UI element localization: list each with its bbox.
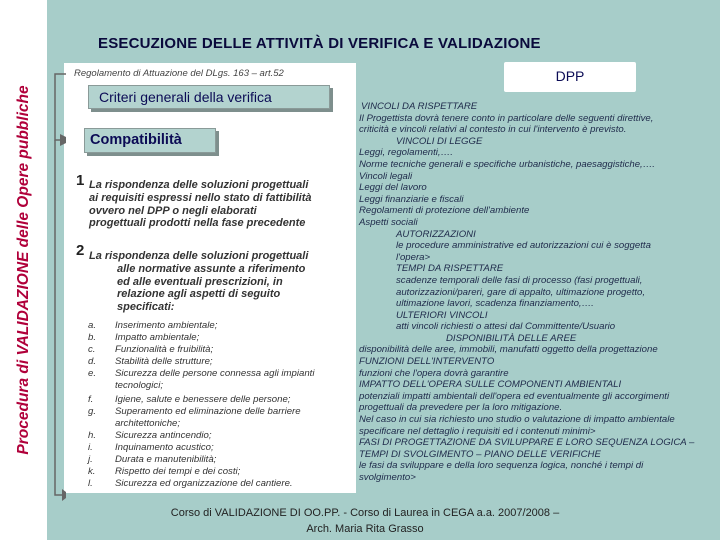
list-item	[88, 344, 353, 356]
list-item	[88, 430, 353, 442]
dpp-line: FASI DI PROGETTAZIONE DA SVILUPPARE E LORO SEQUENZA LOGICA –	[359, 437, 695, 449]
list-text: Impatto ambientale;	[115, 332, 200, 343]
dpp-label: DPP	[555, 68, 585, 84]
item-1-line: ai requisiti espressi nello stato di fattibilità	[89, 191, 312, 204]
dpp-line: le fasi da sviluppare e della loro sequenza logica, nonché i tempi di	[359, 460, 644, 472]
list-letter: a.	[88, 320, 97, 331]
dpp-line: VINCOLI DA RISPETTARE	[361, 101, 478, 112]
list-letter: l.	[88, 478, 93, 489]
list-letter: i.	[88, 442, 93, 453]
dpp-line: Regolamenti di protezione dell'ambiente	[359, 205, 530, 217]
dpp-line: Nel caso in cui sia richiesto uno studio o valutazione di impatto ambientale	[359, 414, 675, 426]
list-letter: j.	[88, 454, 93, 465]
dpp-line: potenziali impatti ambientali dell'opera ed eventualmente gli accorgimenti	[359, 390, 670, 402]
dpp-line: Leggi del lavoro	[359, 182, 427, 194]
list-text: Sicurezza ed organizzazione del cantiere.	[115, 478, 293, 489]
item-1-line: progettuali prodotti nella fase precedente	[89, 217, 306, 230]
criteri-generali-label: Criteri generali della verifica	[99, 89, 272, 105]
item-2-line: La rispondenza delle soluzioni progettuali	[89, 250, 309, 262]
dpp-line: Leggi finanziarie e fiscali	[359, 193, 464, 205]
item-1-line: La rispondenza delle soluzioni progettuali	[89, 179, 309, 191]
list-item	[88, 394, 353, 406]
compatibilita-label: Compatibilità	[90, 132, 182, 148]
dpp-line: Il Progettista dovrà tenere conto in particolare delle seguenti direttive,	[359, 112, 654, 124]
dpp-line: TEMPI DA RISPETTARE	[396, 263, 504, 275]
dpp-line: l'opera>	[396, 251, 431, 263]
dpp-line: AUTORIZZAZIONI	[396, 228, 476, 240]
list-item	[88, 320, 353, 332]
list-text: Funzionalità e fruibilità;	[115, 344, 214, 355]
list-letter: f.	[88, 394, 94, 405]
item-1-text	[89, 179, 354, 230]
item-2-line: relazione agli aspetti di seguito	[117, 288, 281, 301]
dpp-line: FUNZIONI DELL'INTERVENTO	[359, 356, 495, 368]
list-item	[88, 478, 353, 490]
dpp-line: Norme tecniche generali e specifiche urbanistiche, paesaggistiche,….	[359, 158, 655, 170]
dpp-line: DISPONIBILITÀ DELLE AREE	[446, 332, 577, 344]
item-2-number: 2	[76, 242, 85, 259]
dpp-line: IMPATTO DELL'OPERA SULLE COMPONENTI AMBIENTALI	[359, 379, 622, 391]
list-text: Inserimento ambientale;	[115, 320, 218, 331]
dpp-line: funzioni che l'opera dovrà garantire	[359, 367, 509, 379]
list-text: Rispetto dei tempi e dei costi;	[115, 466, 241, 477]
dpp-line: svolgimento>	[359, 472, 416, 483]
footer	[110, 505, 620, 537]
dpp-line: VINCOLI DI LEGGE	[396, 135, 483, 147]
item-1-line: ovvero nel DPP o negli elaborati	[89, 204, 257, 217]
list-letter: d.	[88, 356, 97, 367]
list-text: Stabilità delle strutture;	[115, 356, 213, 367]
item-2-line: specificati:	[117, 301, 175, 314]
list-letter: g.	[88, 406, 97, 417]
dpp-line: atti vincoli richiesti o attesi dal Committente/Usuario	[396, 321, 616, 333]
list-text: Sicurezza antincendio;	[115, 430, 212, 441]
aspects-list	[88, 320, 353, 490]
list-item	[88, 466, 353, 478]
dpp-line: Leggi, regolamenti,….	[359, 147, 453, 159]
footer-course: Corso di VALIDAZIONE DI OO.PP. - Corso di Laurea in CEGA a.a. 2007/2008 –	[170, 507, 560, 519]
dpp-line: Vincoli legali	[359, 170, 413, 182]
list-letter: c.	[88, 344, 96, 355]
dpp-line: ultimazione lavori, scadenza finanziamento,….	[396, 298, 594, 310]
page-title: ESECUZIONE DELLE ATTIVITÀ DI VERIFICA E VALIDAZIONE	[98, 35, 541, 52]
dpp-line: le procedure amministrative ed autorizzazioni cui è soggetta	[396, 240, 651, 252]
list-item	[88, 406, 353, 430]
dpp-line: disponibilità delle aree, immobili, manufatti oggetto della progettazione	[359, 344, 658, 356]
list-letter: e.	[88, 368, 97, 379]
item-2-text	[89, 250, 354, 314]
dpp-line: scadenze temporali delle fasi di processo (fasi progettuali,	[396, 274, 643, 286]
dpp-line: TEMPI DI SVOLGIMENTO – PIANO DELLE VERIFICHE	[359, 448, 601, 460]
item-1-number: 1	[76, 172, 85, 189]
list-text: Superamento ed eliminazione delle barriere architettoniche;	[115, 406, 301, 429]
item-2-line: alle normative assunte a riferimento	[117, 262, 306, 275]
compatibilita-box	[84, 128, 216, 153]
dpp-line: progettuali da prevedere per la loro mitigazione.	[359, 402, 563, 414]
criteri-generali-box	[88, 85, 330, 109]
dpp-description	[356, 101, 720, 484]
list-text: Sicurezza delle persone connessa agli impianti tecnologici;	[115, 368, 315, 391]
footer-author: Arch. Maria Rita Grasso	[306, 523, 424, 535]
item-2-line: ed alle eventuali prescrizioni, in	[117, 275, 283, 288]
list-text: Inquinamento acustico;	[115, 442, 214, 453]
sidebar-title: Procedura di VALIDAZIONE delle Opere pubbliche	[15, 85, 32, 455]
dpp-line: autorizzazioni/pareri, gare di appalto, ultimazione progetto,	[396, 286, 646, 298]
dpp-line: criticità e vincoli relativi al contesto in cui l'intervento è previsto.	[359, 124, 627, 136]
list-item	[88, 356, 353, 368]
list-item	[88, 454, 353, 466]
sidebar-title-container	[0, 0, 47, 540]
list-item	[88, 332, 353, 344]
list-item	[88, 368, 353, 392]
bracket-connector	[52, 70, 66, 505]
list-text: Durata e manutenibilità;	[115, 454, 217, 465]
regolamento-reference: Regolamento di Attuazione del DLgs. 163 – art.52	[74, 68, 284, 79]
list-letter: b.	[88, 332, 97, 343]
dpp-line: specificare nel dettaglio i requisiti ed i contenuti minimi>	[359, 425, 596, 437]
dpp-line: ULTERIORI VINCOLI	[396, 309, 488, 321]
list-letter: h.	[88, 430, 97, 441]
list-item	[88, 442, 353, 454]
list-text: Igiene, salute e benessere delle persone;	[115, 394, 291, 405]
dpp-box	[504, 62, 636, 92]
list-letter: k.	[88, 466, 96, 477]
dpp-line: Aspetti sociali	[359, 216, 418, 228]
